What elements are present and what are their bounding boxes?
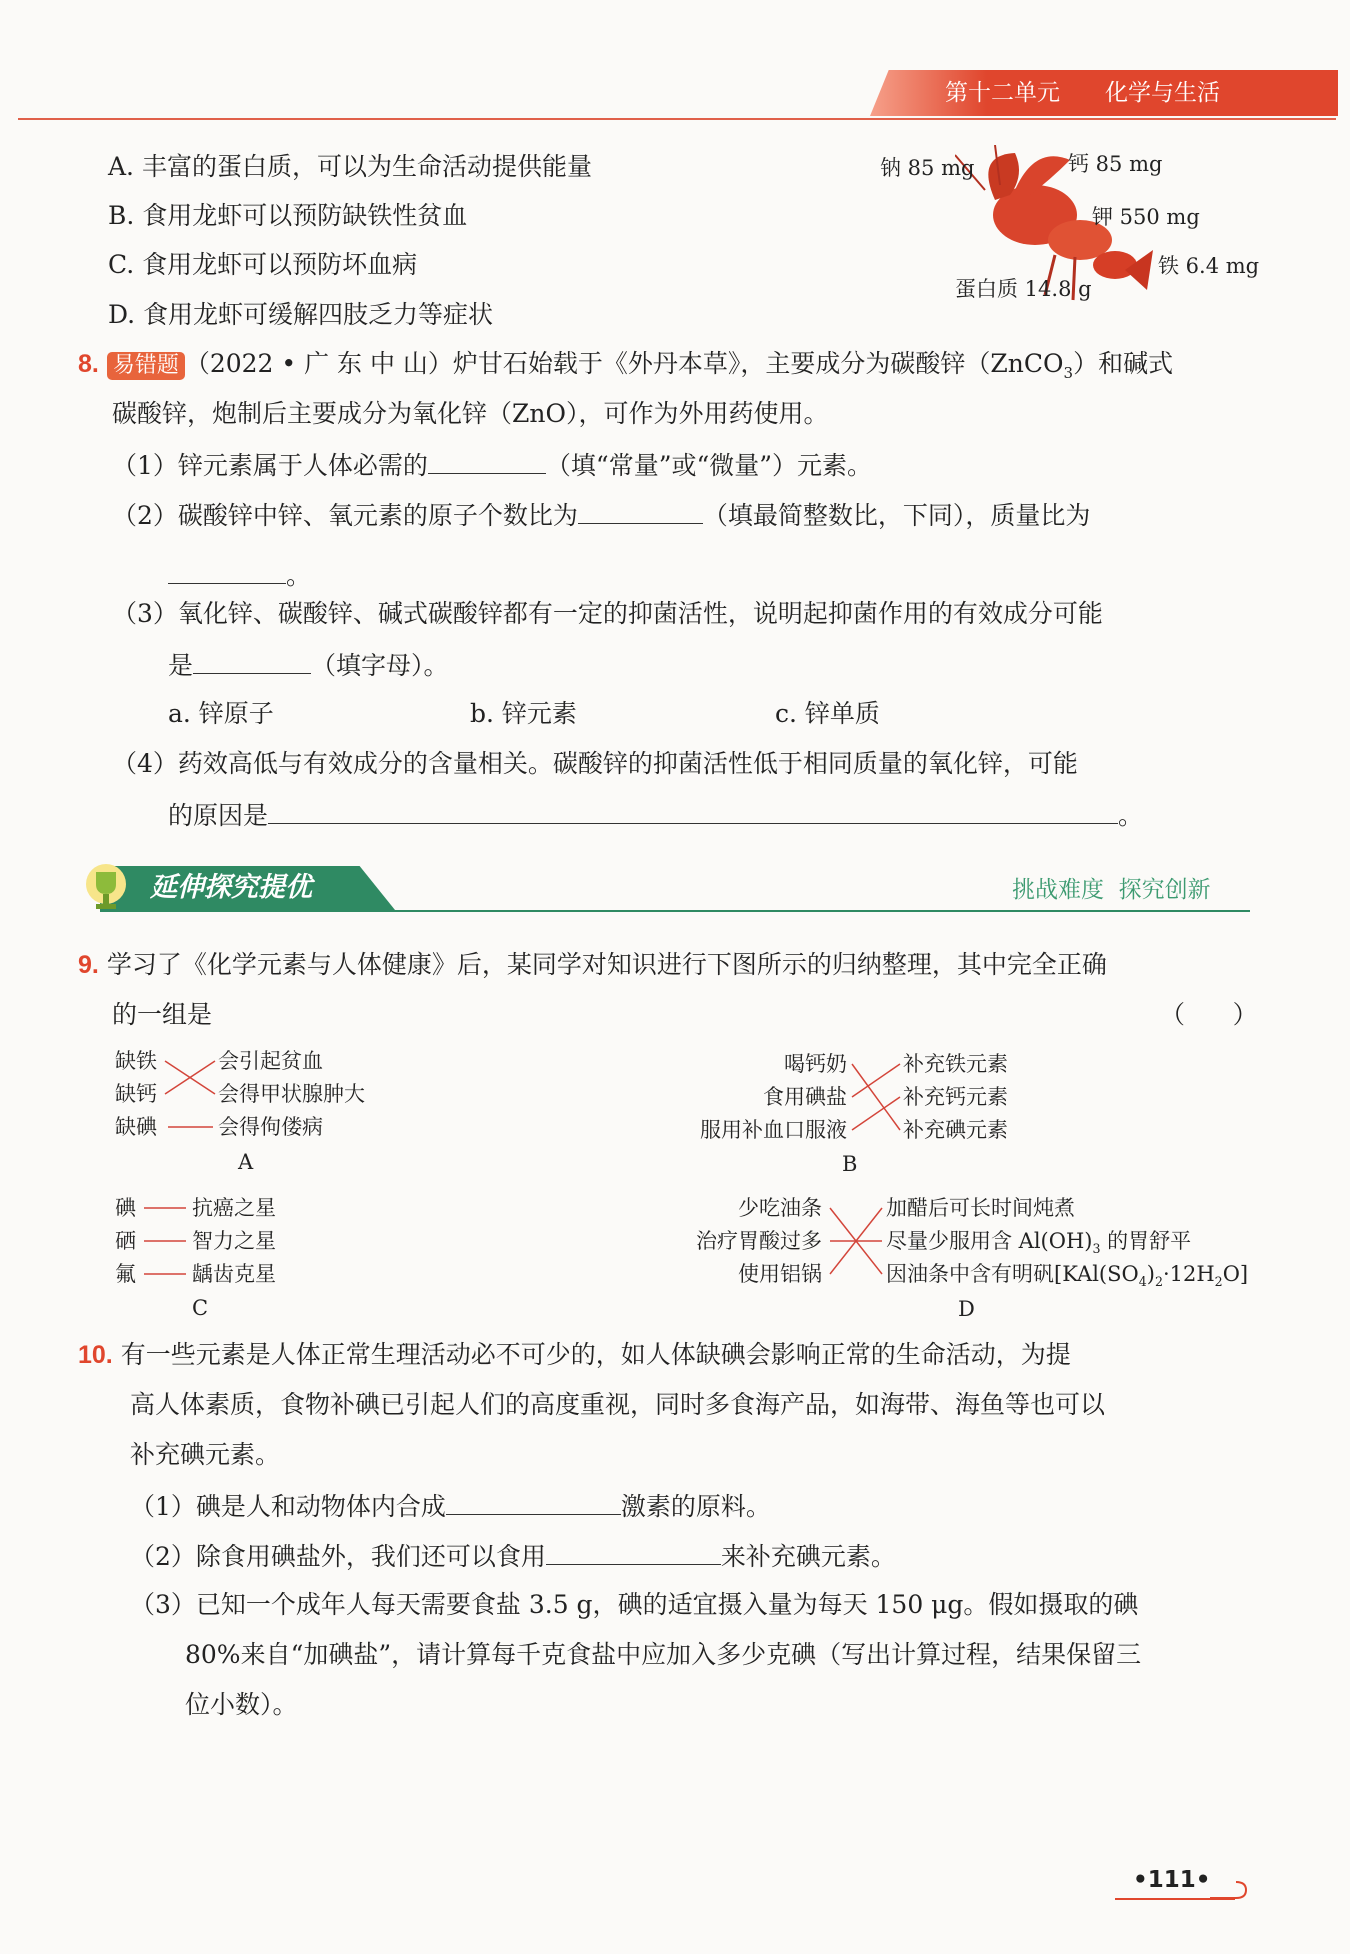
q9-b-left-1: 喝钙奶 <box>784 1052 847 1076</box>
q8-part4-cont <box>168 797 1143 833</box>
label-calcium: 钙 85 mg <box>1068 152 1163 176</box>
q9-b-label: B <box>842 1152 858 1176</box>
q10-p2-text: （2）除食用碘盐外，我们还可以食用 <box>130 1542 546 1571</box>
q10-part3-3: 位小数）。 <box>185 1690 298 1719</box>
q10-stem-1: 有一些元素是人体正常生理活动必不可少的，如人体缺碘会影响正常的生命活动，为提 <box>120 1340 1071 1369</box>
q10-line3: 补充碘元素。 <box>130 1440 281 1469</box>
q10-p1-text: （1）碘是人和动物体内合成 <box>130 1492 446 1521</box>
q8-choice-a: a. 锌原子 <box>168 699 274 728</box>
q8-p2-end: 。 <box>286 561 312 590</box>
q9-stem: 学习了《化学元素与人体健康》后，某同学对知识进行下图所示的归纳整理，其中完全正确 <box>106 950 1107 979</box>
label-iron: 铁 6.4 mg <box>1158 254 1260 278</box>
q10-line1 <box>78 1338 1071 1372</box>
q8-p1-text: （1）锌元素属于人体必需的 <box>112 451 428 480</box>
q9-d-right-3-sub1: 4 <box>1138 1274 1147 1290</box>
q9-d-right-3 <box>886 1260 1248 1296</box>
section-rule <box>100 910 1250 912</box>
q10-part3-1: （3）已知一个成年人每天需要食盐 3.5 g，碘的适宜摄入量为每天 150 μg。假如摄取的碘 <box>130 1590 1139 1619</box>
q9-c-left-3: 氟 <box>115 1262 136 1286</box>
q9-d-right-3-sub3: 2 <box>1214 1274 1223 1290</box>
q10-number: 10. <box>78 1341 113 1369</box>
trophy-icon <box>84 862 128 914</box>
q9-d-left-3: 使用铝锅 <box>738 1262 822 1286</box>
q9-a-left-1: 缺铁 <box>115 1049 157 1073</box>
q9-b-right-3: 补充碘元素 <box>903 1118 1008 1142</box>
q9-d-right-3-sub2: 2 <box>1154 1274 1163 1290</box>
section-title: 延伸探究提优 <box>150 872 312 903</box>
q8-part3-cont <box>168 647 449 683</box>
q9-b-right-2: 补充钙元素 <box>903 1085 1008 1109</box>
q10-p2-text2: 来补充碘元素。 <box>720 1542 896 1571</box>
q8-part1 <box>112 447 872 483</box>
q8-choice-c: c. 锌单质 <box>775 699 880 728</box>
q8-p4-end: 。 <box>1118 801 1144 830</box>
q9-d-right-3-c: ·12H <box>1162 1262 1215 1286</box>
q9-d-right-2-sub: 3 <box>1092 1241 1101 1257</box>
q8-line1 <box>78 347 1173 390</box>
q9-line2: 的一组是 <box>112 1000 213 1029</box>
q9-a-left-3: 缺碘 <box>115 1115 157 1139</box>
q9-c-label: C <box>192 1296 209 1320</box>
q8-p1-blank[interactable] <box>428 447 546 474</box>
q8-line2: 碳酸锌，炮制后主要成分为氧化锌（ZnO），可作为外用药使用。 <box>112 399 829 428</box>
q8-part3: （3）氧化锌、碳酸锌、碱式碳酸锌都有一定的抑菌活性，说明起抑菌作用的有效成分可能 <box>112 599 1103 628</box>
q9-d-left-1: 少吃油条 <box>738 1196 822 1220</box>
q8-part2 <box>112 497 1090 533</box>
q9-b-connectors <box>850 1050 902 1150</box>
label-potassium: 钾 550 mg <box>1092 205 1200 229</box>
q9-d-right-2-text2: 的胃舒平 <box>1100 1229 1192 1253</box>
q8-part4: （4）药效高低与有效成分的含量相关。碳酸锌的抑菌活性低于相同质量的氧化锌，可能 <box>112 749 1078 778</box>
q9-a-connectors <box>163 1047 218 1147</box>
q10-part1 <box>130 1488 771 1524</box>
q9-line1 <box>78 948 1107 982</box>
q8-choice-b: b. 锌元素 <box>470 699 577 728</box>
page-number: •111• <box>1133 1867 1211 1893</box>
q8-p1-text2: （填“常量”或“微量”）元素。 <box>545 451 873 480</box>
section-tagline: 挑战难度 探究创新 <box>1012 877 1211 903</box>
q10-part3-2: 80%来自“加碘盐”，请计算每千克食盐中应加入多少克碘（写出计算过程，结果保留三 <box>185 1640 1142 1669</box>
q7-option-a: A. 丰富的蛋白质，可以为生命活动提供能量 <box>108 152 592 181</box>
q9-b-right-1: 补充铁元素 <box>903 1052 1008 1076</box>
q9-c-left-2: 硒 <box>115 1229 136 1253</box>
q9-a-label: A <box>238 1150 254 1174</box>
q7-option-d: D. 食用龙虾可缓解四肢乏力等症状 <box>108 300 494 329</box>
q9-c-right-3: 龋齿克星 <box>192 1262 276 1286</box>
q9-d-left-2: 治疗胃酸过多 <box>696 1229 822 1253</box>
q9-b-left-3: 服用补血口服液 <box>700 1118 847 1142</box>
q7-option-b: B. 食用龙虾可以预防缺铁性贫血 <box>108 201 468 230</box>
q10-part2 <box>130 1538 896 1574</box>
q8-number: 8. <box>78 350 99 378</box>
q8-p4-blank[interactable] <box>268 797 1118 824</box>
q9-d-right-1: 加醋后可长时间炖煮 <box>886 1196 1075 1220</box>
q9-a-right-3: 会得佝偻病 <box>218 1115 323 1139</box>
q9-a-right-2: 会得甲状腺肿大 <box>218 1082 365 1106</box>
q9-d-right-2-text: 尽量少服用含 Al(OH) <box>886 1229 1093 1253</box>
q8-p2-blank1[interactable] <box>578 497 703 524</box>
label-sodium: 钠 85 mg <box>880 156 975 180</box>
q9-c-left-1: 碘 <box>115 1196 136 1220</box>
q10-line2: 高人体素质，食物补碘已引起人们的高度重视，同时多食海产品，如海带、海鱼等也可以 <box>130 1390 1106 1419</box>
header-rule <box>18 118 1336 120</box>
page-curl-icon <box>1210 1880 1250 1904</box>
q10-p2-blank[interactable] <box>546 1538 721 1565</box>
q8-stem-b: ）和碱式 <box>1073 349 1174 378</box>
q9-d-label: D <box>958 1297 975 1321</box>
q9-d-right-3-d: O] <box>1222 1262 1249 1286</box>
q8-stem-sub: 3 <box>1063 364 1074 382</box>
q9-answer-paren[interactable]: （ ） <box>1160 1000 1258 1029</box>
q9-d-right-3-b: ) <box>1146 1262 1155 1286</box>
header-banner <box>870 70 1338 116</box>
q8-p2-blank2[interactable] <box>168 557 286 584</box>
q7-option-c: C. 食用龙虾可以预防坏血病 <box>108 250 418 279</box>
q8-part2-cont <box>168 557 311 593</box>
q9-b-left-2: 食用碘盐 <box>763 1085 847 1109</box>
q8-p3-text2: （填字母）。 <box>311 651 449 680</box>
q8-p3-blank[interactable] <box>193 647 311 674</box>
header-title: 化学与生活 <box>1105 80 1220 106</box>
q9-c-right-1: 抗癌之星 <box>192 1196 276 1220</box>
q8-p4-text: 的原因是 <box>168 801 269 830</box>
q9-a-left-2: 缺钙 <box>115 1082 157 1106</box>
q10-p1-blank[interactable] <box>446 1488 621 1515</box>
q9-c-connectors <box>140 1194 190 1294</box>
q9-d-right-3-a: 因油条中含有明矾[KAl(SO <box>886 1262 1139 1286</box>
q9-d-right-2 <box>886 1227 1191 1263</box>
q9-d-connectors <box>828 1194 884 1294</box>
q9-a-right-1: 会引起贫血 <box>218 1049 323 1073</box>
q9-c-right-2: 智力之星 <box>192 1229 276 1253</box>
q8-p2-text: （2）碳酸锌中锌、氧元素的原子个数比为 <box>112 501 578 530</box>
q8-p2-text2: （填最简整数比，下同），质量比为 <box>702 501 1091 530</box>
q10-p1-text2: 激素的原料。 <box>620 1492 771 1521</box>
label-protein: 蛋白质 14.8 g <box>955 277 1092 301</box>
q8-stem-a: （2022 • 广 东 中 山）炉甘石始载于《外丹本草》，主要成分为碳酸锌（ZnCO <box>184 349 1064 378</box>
q8-p3-text: 是 <box>168 651 194 680</box>
q8-badge: 易错题 <box>107 352 185 380</box>
q9-number: 9. <box>78 951 99 979</box>
header-unit: 第十二单元 <box>945 80 1060 106</box>
